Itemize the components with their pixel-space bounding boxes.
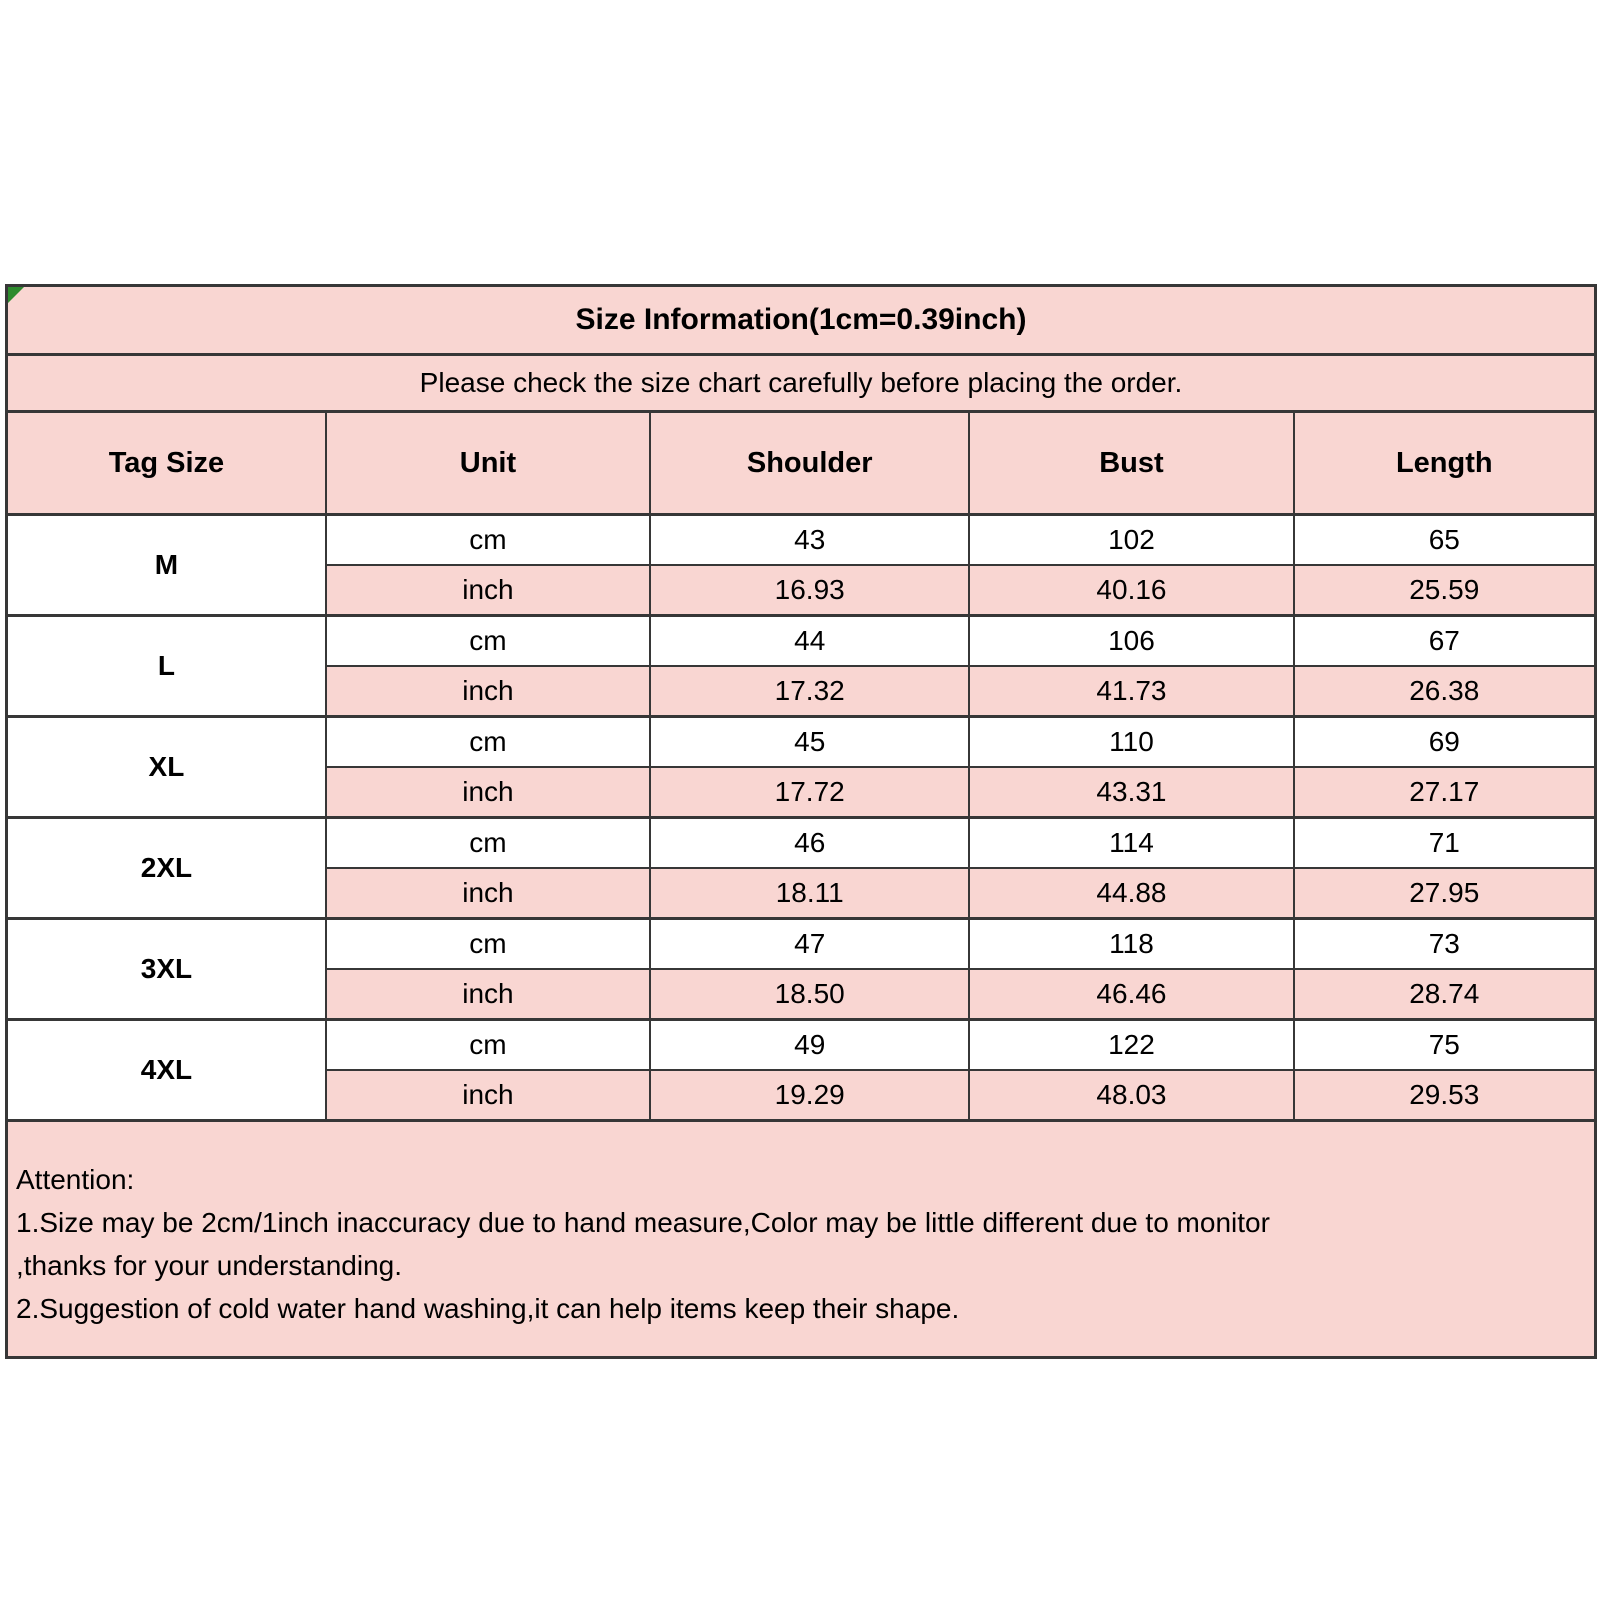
shoulder-inch-value: 17.72: [650, 767, 969, 818]
column-header-length: Length: [1294, 412, 1596, 515]
table-title: Size Information(1cm=0.39inch): [7, 286, 1596, 355]
table-row: [7, 919, 1596, 970]
shoulder-cm-value: 47: [650, 919, 969, 970]
unit-label: cm: [326, 919, 650, 970]
size-chart-sheet: [5, 284, 1597, 1359]
bust-cm-value: 122: [969, 1020, 1293, 1071]
attention-line-1: 1.Size may be 2cm/1inch inaccuracy due to hand measure,Color may be little different due to monitor: [16, 1207, 1270, 1238]
attention-line-2: ,thanks for your understanding.: [16, 1250, 403, 1281]
bust-inch-value: 41.73: [969, 666, 1293, 717]
column-header-bust: Bust: [969, 412, 1293, 515]
unit-label: inch: [326, 666, 650, 717]
bust-cm-value: 106: [969, 616, 1293, 667]
shoulder-inch-value: 19.29: [650, 1070, 969, 1121]
spreadsheet-corner-marker-icon: [8, 287, 24, 303]
unit-label: cm: [326, 717, 650, 768]
unit-label: inch: [326, 1070, 650, 1121]
table-row: [7, 515, 1596, 566]
shoulder-cm-value: 44: [650, 616, 969, 667]
table-row: [7, 616, 1596, 667]
bust-inch-value: 48.03: [969, 1070, 1293, 1121]
bust-cm-value: 110: [969, 717, 1293, 768]
bust-inch-value: 44.88: [969, 868, 1293, 919]
table-row: [7, 1020, 1596, 1071]
shoulder-inch-value: 16.93: [650, 565, 969, 616]
table-subtitle: Please check the size chart carefully before placing the order.: [7, 355, 1596, 412]
attention-row: [7, 1121, 1596, 1358]
tag-size-xl: XL: [7, 717, 326, 818]
bust-cm-value: 102: [969, 515, 1293, 566]
tag-size-3xl: 3XL: [7, 919, 326, 1020]
size-chart-table: [5, 284, 1597, 1359]
tag-size-2xl: 2XL: [7, 818, 326, 919]
shoulder-cm-value: 46: [650, 818, 969, 869]
shoulder-inch-value: 18.11: [650, 868, 969, 919]
unit-label: cm: [326, 515, 650, 566]
shoulder-cm-value: 45: [650, 717, 969, 768]
tag-size-l: L: [7, 616, 326, 717]
length-cm-value: 75: [1294, 1020, 1596, 1071]
length-cm-value: 69: [1294, 717, 1596, 768]
length-inch-value: 26.38: [1294, 666, 1596, 717]
tag-size-4xl: 4XL: [7, 1020, 326, 1121]
bust-cm-value: 118: [969, 919, 1293, 970]
unit-label: cm: [326, 1020, 650, 1071]
unit-label: cm: [326, 616, 650, 667]
length-inch-value: 28.74: [1294, 969, 1596, 1020]
bust-inch-value: 46.46: [969, 969, 1293, 1020]
column-header-unit: Unit: [326, 412, 650, 515]
tag-size-m: M: [7, 515, 326, 616]
length-inch-value: 27.95: [1294, 868, 1596, 919]
column-header-tag-size: Tag Size: [7, 412, 326, 515]
attention-heading: Attention:: [16, 1164, 135, 1195]
length-cm-value: 67: [1294, 616, 1596, 667]
table-title-row: [7, 286, 1596, 355]
table-row: [7, 818, 1596, 869]
length-inch-value: 27.17: [1294, 767, 1596, 818]
shoulder-inch-value: 18.50: [650, 969, 969, 1020]
bust-inch-value: 43.31: [969, 767, 1293, 818]
length-cm-value: 73: [1294, 919, 1596, 970]
unit-label: inch: [326, 969, 650, 1020]
shoulder-cm-value: 49: [650, 1020, 969, 1071]
unit-label: inch: [326, 868, 650, 919]
column-header-shoulder: Shoulder: [650, 412, 969, 515]
attention-note: [7, 1121, 1596, 1358]
length-cm-value: 71: [1294, 818, 1596, 869]
attention-line-3: 2.Suggestion of cold water hand washing,it can help items keep their shape.: [16, 1293, 960, 1324]
bust-inch-value: 40.16: [969, 565, 1293, 616]
shoulder-inch-value: 17.32: [650, 666, 969, 717]
shoulder-cm-value: 43: [650, 515, 969, 566]
table-header-row: [7, 412, 1596, 515]
table-subtitle-row: [7, 355, 1596, 412]
unit-label: inch: [326, 565, 650, 616]
length-cm-value: 65: [1294, 515, 1596, 566]
table-row: [7, 717, 1596, 768]
unit-label: cm: [326, 818, 650, 869]
length-inch-value: 29.53: [1294, 1070, 1596, 1121]
unit-label: inch: [326, 767, 650, 818]
length-inch-value: 25.59: [1294, 565, 1596, 616]
bust-cm-value: 114: [969, 818, 1293, 869]
